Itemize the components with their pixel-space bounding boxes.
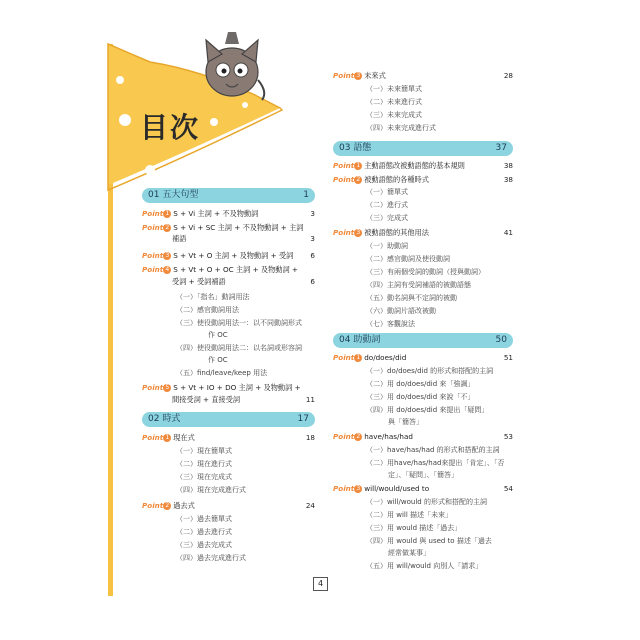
section-page: 1 [303,190,309,200]
toc-subitem[interactable]: （一）will/would 的形式和搭配的主詞 [366,498,487,506]
toc-point[interactable] [142,264,315,275]
section-name: 01 五大句型 [148,190,199,200]
toc-subitem[interactable]: （二）未來進行式 [366,98,422,106]
point-label: Point [333,484,355,493]
point-label: Point [333,432,355,441]
point-number: 5 [163,384,171,392]
point-number: 1 [163,434,171,442]
toc-subitem[interactable]: （五）動名詞與不定詞的被動 [366,294,457,302]
toc-point-continuation [172,394,315,405]
point-text: do/does/did [364,353,407,362]
point-text: 未來式 [364,71,386,80]
point-page: 38 [503,175,513,184]
toc-subitem[interactable]: （四）過去完成進行式 [176,554,246,562]
toc-point[interactable] [333,227,513,238]
toc-subitem-cont: 定」、「疑問」、「簡答」 [388,471,458,479]
point-number: 3 [354,72,362,80]
point-label: Point [142,265,164,274]
point-text: 現在式 [173,433,195,442]
toc-subitem[interactable]: （二）用have/has/had來提出「肯定」、「否 [366,459,505,467]
toc-subitem[interactable]: （四）現在完成進行式 [176,486,246,494]
section-page: 37 [495,143,507,153]
section-header-02 [142,412,315,427]
point-number: 1 [163,210,171,218]
toc-subitem[interactable]: （二）用 do/does/did 來「強調」 [366,380,475,388]
toc-subitem[interactable]: （一）未來簡單式 [366,85,422,93]
toc-subitem[interactable]: （三）使役動詞用法一：以不同動詞形式 [176,319,302,327]
toc-point[interactable] [142,250,315,261]
section-page: 17 [297,414,309,424]
cheese-hole-icon [119,114,131,126]
toc-subitem[interactable]: （一）現在簡單式 [176,447,232,455]
point-page: 53 [503,432,513,441]
toc-subitem[interactable]: （二）用 will 描述「未來」 [366,511,453,519]
cheese-hole-icon [242,102,248,108]
section-header-03 [333,141,513,156]
point-text: 主動語態改被動語態的基本規則 [364,161,465,170]
toc-subitem[interactable]: （四）主詞有受詞補語的被動語態 [366,281,471,289]
point-number: 2 [354,176,362,184]
point-text-cont: 間接受詞 + 直接受詞 [172,395,241,404]
point-text: S + Vt + IO + DO 主詞 + 及物動詞 + [173,383,301,392]
toc-subitem[interactable]: （二）感官動詞及使役動詞 [366,255,450,263]
toc-subitem[interactable]: （五）用 will/would 向別人「請求」 [366,562,483,570]
toc-point[interactable] [142,500,315,511]
toc-subitem[interactable]: （一）「指名」動詞用法 [176,293,250,301]
point-number: 2 [163,502,171,510]
toc-subitem[interactable]: （三）完成式 [366,214,408,222]
point-number: 3 [354,229,362,237]
toc-subitem[interactable]: （三）有兩個受詞的動詞（授與動詞） [366,268,485,276]
point-text-cont: 受詞 + 受詞補語 [172,277,226,286]
point-page: 11 [305,395,315,404]
toc-point-continuation [172,276,315,287]
toc-subitem-cont: 與「簡答」 [388,418,423,426]
toc-point[interactable] [333,174,513,185]
point-page: 38 [503,161,513,170]
cheese-hole-icon [145,165,155,175]
toc-subitem[interactable]: （一）have/has/had 的形式和搭配的主詞 [366,446,500,454]
point-text: S + Vt + O + OC 主詞 + 及物動詞 + [173,265,298,274]
page-title: 目次 [140,111,201,144]
point-text: have/has/had [364,432,413,441]
point-label: Point [142,251,164,260]
toc-subitem[interactable]: （四）用 would 與 used to 描述「過去 [366,537,492,545]
toc-point[interactable] [333,70,513,81]
toc-point[interactable] [333,160,513,171]
toc-subitem[interactable]: （一）過去簡單式 [176,515,232,523]
toc-point[interactable] [333,352,513,363]
point-label: Point [142,209,164,218]
toc-subitem[interactable]: （三）現在完成式 [176,473,232,481]
toc-point[interactable] [142,382,315,393]
toc-subitem[interactable]: （一）do/does/did 的形式和搭配的主詞 [366,367,494,375]
point-page: 54 [503,484,513,493]
cat-mascot-icon [206,32,264,100]
toc-subitem[interactable]: （七）客觀說法 [366,320,415,328]
point-page: 18 [305,433,315,442]
page-number: 4 [313,577,328,591]
toc-subitem[interactable]: （三）過去完成式 [176,541,232,549]
point-text: will/would/used to [364,484,430,493]
point-label: Point [333,353,355,362]
point-text: S + Vi + SC 主詞 + 不及物動詞 + 主詞 [173,223,304,232]
point-number: 4 [163,266,171,274]
toc-point[interactable] [142,222,315,233]
point-label: Point [333,228,355,237]
point-label: Point [142,223,164,232]
point-page: 41 [503,228,513,237]
toc-subitem-cont: 作 OC [208,331,228,339]
point-page: 28 [503,71,513,80]
point-label: Point [142,433,164,442]
point-label: Point [333,161,355,170]
toc-subitem[interactable]: （四）使役動詞用法二：以名詞或形容詞 [176,344,302,352]
point-page: 6 [310,277,315,286]
point-number: 1 [354,354,362,362]
cheese-hole-icon [116,76,124,84]
point-label: Point [333,71,355,80]
toc-subitem[interactable]: （二）過去進行式 [176,528,232,536]
point-number: 3 [163,252,171,260]
toc-subitem[interactable]: （四）未來完成進行式 [366,124,436,132]
section-page: 50 [495,335,507,345]
toc-subitem[interactable]: （二）現在進行式 [176,460,232,468]
toc-point[interactable] [142,208,315,219]
point-page: 3 [310,209,315,218]
point-number: 3 [354,485,362,493]
toc-subitem[interactable]: （一）簡單式 [366,188,408,196]
section-name: 02 時式 [148,414,181,424]
section-header-04 [333,333,513,348]
cheese-hole-icon [210,118,218,126]
section-name: 03 語態 [339,143,372,153]
toc-point-continuation [172,233,315,244]
point-number: 2 [163,224,171,232]
point-text: 被動語態的各種時式 [364,175,429,184]
point-label: Point [142,501,164,510]
section-name: 04 助動詞 [339,335,381,345]
point-page: 24 [305,501,315,510]
toc-subitem[interactable]: （三）用 would 描述「過去」 [366,524,462,532]
toc-point[interactable] [333,483,513,494]
toc-subitem[interactable]: （五）find/leave/keep 用法 [176,369,268,377]
point-number: 2 [354,433,362,441]
point-page: 3 [310,234,315,243]
point-text-cont: 補語 [172,234,187,243]
toc-subitem[interactable]: （三）用 do/does/did 來說「不」 [366,393,475,401]
toc-subitem-cont: 經常做某事」 [388,549,430,557]
point-text: 被動語態的其他用法 [364,228,429,237]
toc-subitem[interactable]: （六）動詞片語改被動 [366,307,436,315]
point-page: 51 [503,353,513,362]
point-number: 1 [354,162,362,170]
cheese-header-illustration [0,0,300,200]
point-label: Point [142,383,164,392]
section-header-01 [142,188,315,203]
toc-subitem[interactable]: （三）未來完成式 [366,111,422,119]
toc-subitem[interactable]: （一）助動詞 [366,242,408,250]
toc-subitem-cont: 作 OC [208,356,228,364]
toc-subitem[interactable]: （四）用 do/does/did 來提出「疑問」 [366,406,489,414]
toc-point[interactable] [333,431,513,442]
point-text: S + Vi 主詞 + 不及物動詞 [173,209,259,218]
point-text: 過去式 [173,501,195,510]
point-label: Point [333,175,355,184]
toc-subitem[interactable]: （二）進行式 [366,201,408,209]
point-page: 6 [310,251,315,260]
toc-point[interactable] [142,432,315,443]
point-text: S + Vt + O 主詞 + 及物動詞 + 受詞 [173,251,294,260]
toc-subitem[interactable]: （二）感官動詞用法 [176,306,239,314]
